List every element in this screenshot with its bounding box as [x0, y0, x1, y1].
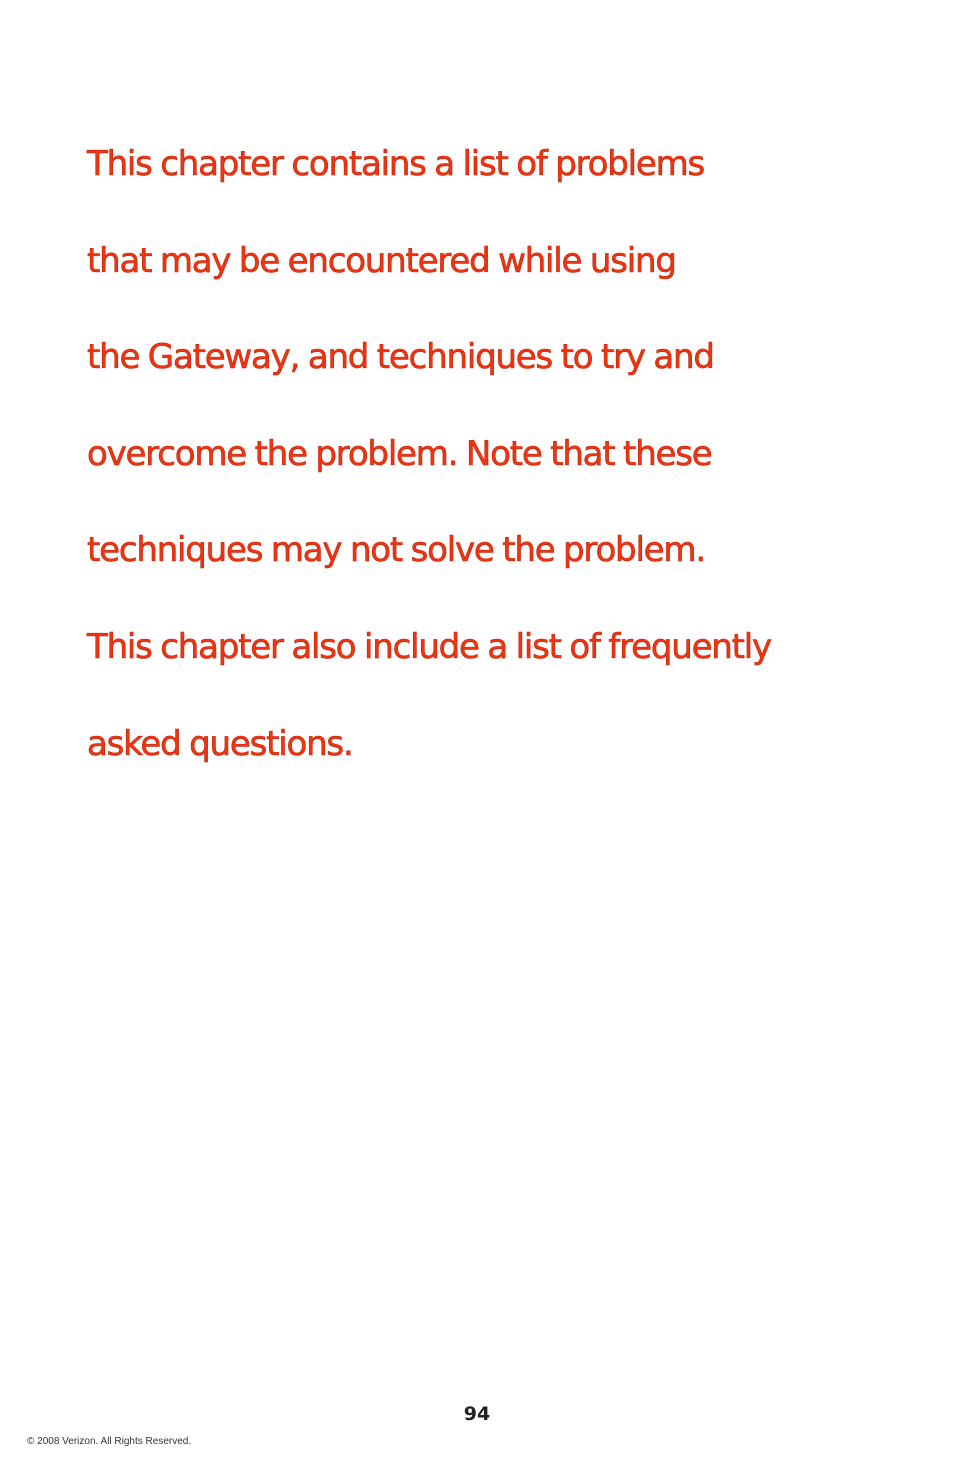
intro-line: that may be encountered while using: [87, 240, 676, 281]
intro-line: This chapter contains a list of problems: [87, 144, 705, 184]
copyright-notice: © 2008 Verizon. All Rights Reserved.: [27, 1436, 192, 1447]
intro-line: techniques may not solve the problem.: [87, 530, 705, 571]
chapter-intro: [87, 138, 887, 814]
intro-line: asked questions.: [87, 723, 353, 764]
intro-line: overcome the problem. Note that these: [87, 433, 712, 474]
intro-line: This chapter also include a list of frequently: [87, 626, 771, 667]
page-number: 94: [463, 1403, 491, 1425]
intro-line: the Gateway, and techniques to try and: [87, 337, 714, 378]
